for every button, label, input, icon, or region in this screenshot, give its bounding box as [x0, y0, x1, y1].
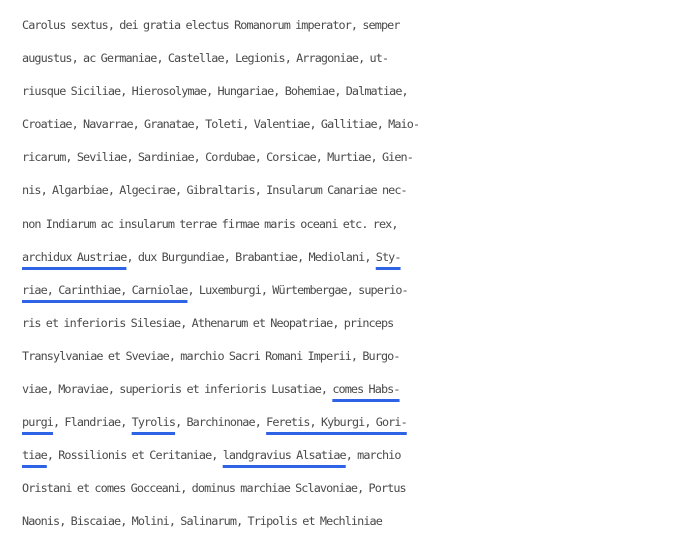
title-text-segment: nis, Algarbiae, Algecirae, Gibraltaris, Insularum Canariae nec-: [22, 183, 407, 198]
underlined-title-segment: Sty-: [375, 249, 401, 264]
title-text-segment: ris et inferioris Silesiae, Athenarum et Neopatriae, princeps: [22, 315, 394, 330]
title-text-segment: , Flandriae,: [53, 415, 132, 430]
title-text-segment: , marchio: [345, 448, 401, 463]
text-line: [22, 208, 672, 241]
title-text-segment: Croatiae, Navarrae, Granatae, Toleti, Valentiae, Gallitiae, Maio-: [22, 117, 420, 132]
text-line: [22, 108, 672, 141]
text-line: [22, 505, 672, 538]
text-line: [22, 373, 672, 406]
underlined-title-segment: landgravius Alsatiae: [222, 448, 346, 463]
text-line: [22, 307, 672, 340]
text-line: [22, 439, 672, 472]
underlined-title-segment: tiae: [22, 448, 47, 463]
text-line: [22, 340, 672, 373]
title-text-segment: , Rossilionis et Ceritaniae,: [46, 448, 223, 463]
title-text-segment: ricarum, Seviliae, Sardiniae, Cordubae, Corsicae, Murtiae, Gien-: [22, 150, 413, 165]
title-text-segment: Naonis, Biscaiae, Molini, Salinarum, Tripolis et Mechliniae: [22, 514, 382, 529]
underlined-title-segment: riae, Carinthiae, Carniolae: [22, 282, 188, 297]
title-text-segment: riusque Siciliae, Hierosolymae, Hungariae, Bohemiae, Dalmatiae,: [22, 84, 408, 99]
text-line: [22, 174, 672, 207]
title-text-segment: , Luxemburgi, Würtembergae, superio-: [187, 282, 408, 297]
underlined-title-segment: Tyrolis: [131, 415, 176, 430]
title-text-segment: non Indiarum ac insularum terrae firmae maris oceani etc. rex,: [22, 216, 398, 231]
title-text-segment: Oristani et comes Gocceani, dominus marchiae Sclavoniae, Portus: [22, 481, 406, 496]
underlined-title-segment: comes Habs-: [332, 382, 400, 397]
text-line: [22, 42, 672, 75]
title-text-segment: Carolus sextus, dei gratia electus Romanorum imperator, semper: [22, 18, 400, 32]
text-line: [22, 472, 672, 505]
underlined-title-segment: Feretis, Kyburgi, Gori-: [266, 415, 407, 430]
title-text-segment: Transylvaniae et Sveviae, marchio Sacri Romani Imperii, Burgo-: [22, 348, 400, 363]
text-line: [22, 406, 672, 439]
underlined-title-segment: archidux Austriae: [22, 249, 127, 264]
title-text-segment: , Barchinonae,: [175, 415, 267, 430]
text-line: [22, 274, 672, 307]
underlined-title-segment: purgi: [22, 415, 54, 430]
text-line: [22, 9, 672, 42]
title-text-segment: augustus, ac Germaniae, Castellae, Legionis, Arragoniae, ut-: [22, 51, 389, 66]
text-line: [22, 141, 672, 174]
text-line: [22, 241, 672, 274]
title-text-segment: viae, Moraviae, superioris et inferioris Lusatiae,: [22, 382, 333, 397]
title-text-block: [22, 9, 672, 539]
title-text-segment: , dux Burgundiae, Brabantiae, Mediolani,: [126, 249, 376, 264]
text-line: [22, 75, 672, 108]
